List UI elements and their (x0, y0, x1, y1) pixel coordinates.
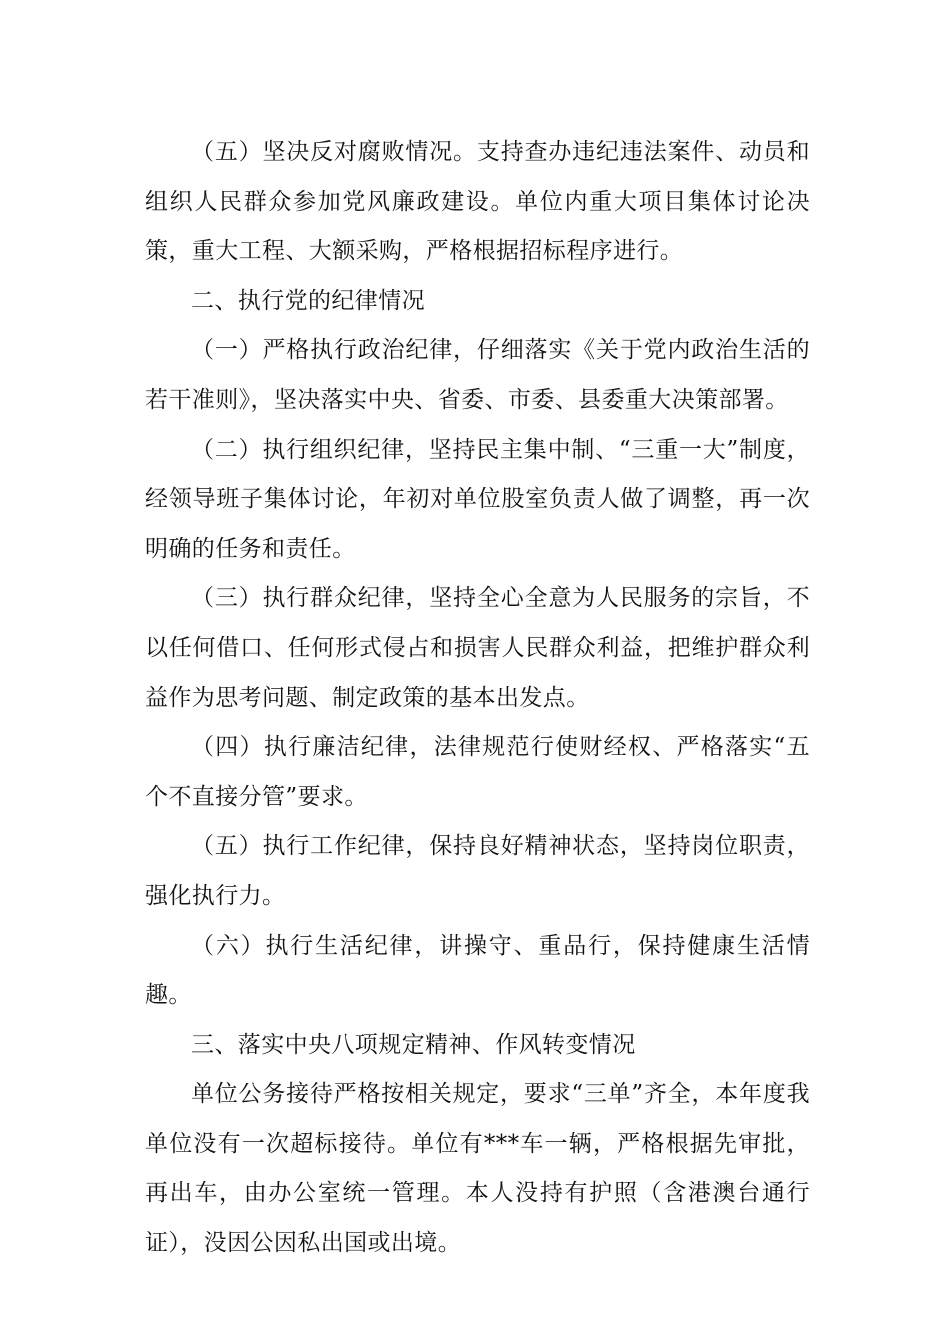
paragraph-work-discipline: （五）执行工作纪律，保持良好精神状态，坚持岗位职责，强化执行力。 (145, 833, 810, 909)
section-heading-eight-regulations: 三、落实中央八项规定精神、作风转变情况 (191, 1031, 636, 1058)
document-body (145, 128, 810, 1269)
paragraph-integrity-discipline: （四）执行廉洁纪律，法律规范行使财经权、严格落实“五个不直接分管”要求。 (145, 734, 810, 810)
paragraph-organizational-discipline: （二）执行组织纪律，坚持民主集中制、“三重一大”制度，经领导班子集体讨论，年初对单位股室负责人做了调整，再一次明确的任务和责任。 (145, 436, 810, 562)
paragraph-political-discipline: （一）严格执行政治纪律，仔细落实《关于党内政治生活的若干准则》，坚决落实中央、省委、市委、县委重大决策部署。 (145, 337, 810, 413)
paragraph-mass-discipline: （三）执行群众纪律，坚持全心全意为人民服务的宗旨，不以任何借口、任何形式侵占和损害人民群众利益，把维护群众利益作为思考问题、制定政策的基本出发点。 (145, 585, 810, 711)
paragraph-life-discipline: （六）执行生活纪律，讲操守、重品行，保持健康生活情趣。 (145, 932, 810, 1009)
section-heading-party-discipline: 二、执行党的纪律情况 (191, 287, 425, 314)
paragraph-anti-corruption: （五）坚决反对腐败情况。支持查办违纪违法案件、动员和组织人民群众参加党风廉政建设。单位内重大项目集体讨论决策，重大工程、大额采购，严格根据招标程序进行。 (145, 139, 810, 265)
paragraph-official-reception: 单位公务接待严格按相关规定，要求“三单”齐全，本年度我单位没有一次超标接待。单位有***车一辆，严格根据先审批，再出车，由办公室统一管理。本人没持有护照（含港澳台通行证），没因公因私出国或出境。 (145, 1081, 810, 1257)
